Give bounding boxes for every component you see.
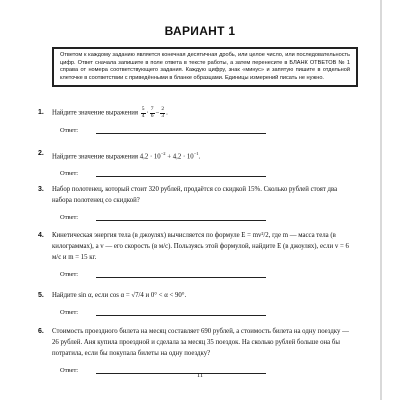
question-number: 5. <box>38 292 44 299</box>
question-number: 6. <box>38 328 44 335</box>
question-text: Кинетическая энергия тела (в джоулях) вычисляется по формуле E = mv²/2, где m — масса тела (в килограммах), а v — его скорость (в м/с). Пользуясь этой формулой, найдите E (в джоулях), если v = 6 м/с и m = 15 кг. <box>52 232 349 261</box>
answer-field[interactable] <box>52 269 352 279</box>
answer-label: Ответ: <box>60 214 79 221</box>
answer-label: Ответ: <box>60 271 79 278</box>
question-text: Набор полотенец, который стоит 320 рублей, продаётся со скидкой 15%. Сколько рублей стоят два набора полотенец со скидкой? <box>52 186 338 204</box>
answer-label: Ответ: <box>60 170 79 178</box>
answer-label: Ответ: <box>60 367 79 374</box>
answer-field[interactable] <box>52 125 352 135</box>
answer-label: Ответ: <box>60 127 79 134</box>
question-6 <box>38 326 352 375</box>
question-number: 1. <box>38 109 44 116</box>
question-number: 2. <box>38 150 44 157</box>
question-1 <box>38 106 352 135</box>
question-2 <box>38 148 352 178</box>
answer-line[interactable] <box>96 133 266 134</box>
question-3 <box>38 184 352 222</box>
answer-field[interactable] <box>52 212 352 222</box>
answer-field[interactable] <box>52 307 352 317</box>
fraction: $\frac{5}{4}$ <box>141 106 145 119</box>
page-number: 11 <box>196 372 204 379</box>
answer-line[interactable] <box>96 220 266 221</box>
question-text: Найдите sin α, если cos α = √7/4 и 0° < α < 90°. <box>52 292 187 299</box>
answer-line[interactable] <box>96 277 266 278</box>
question-text: Найдите значение выражения $\frac{5}{4}$ · $\frac{7}{6}$ − $\frac{2}{3}$ . <box>52 106 168 119</box>
fraction: $\frac{7}{6}$ <box>150 106 154 119</box>
answer-line[interactable] <box>96 315 266 316</box>
question-4 <box>38 230 352 279</box>
answer-label: Ответ: <box>60 309 79 316</box>
answer-line[interactable] <box>96 176 266 177</box>
instructions-box: Ответом к каждому заданию является конечная десятичная дробь, или целое число, или последовательность цифр. Ответ сначала запишите в поле ответа в тексте работы, а затем перенесите в БЛАНК ОТВЕТОВ № 1 справа от номера соответствующего задания. Каждую цифру, знак «минус» и запятую пишите в отдельной клеточке в соответствии с приведёнными в бланке образцами. Единицы измерений писать не нужно. <box>52 47 358 87</box>
question-number: 4. <box>38 232 44 239</box>
question-number: 3. <box>38 186 44 193</box>
question-text: Найдите значение выражения $4,2 \cdot 10^{-2} + 4,2 \cdot 10^{-1}$. <box>52 151 201 161</box>
question-5 <box>38 290 352 317</box>
fraction: $\frac{2}{3}$ <box>161 106 165 119</box>
variant-title: ВАРИАНТ 1 <box>164 24 236 38</box>
answer-field[interactable] <box>52 168 352 178</box>
question-text: Стоимость проездного билета на месяц составляет 690 рублей, а стоимость билета на одну поездку — 26 рублей. Аня купила проездной и сделала за месяц 35 поездок. На сколько рублей больше она бы потратила, если бы покупала билеты на одну поездку? <box>52 328 349 357</box>
page-edge <box>380 0 382 400</box>
